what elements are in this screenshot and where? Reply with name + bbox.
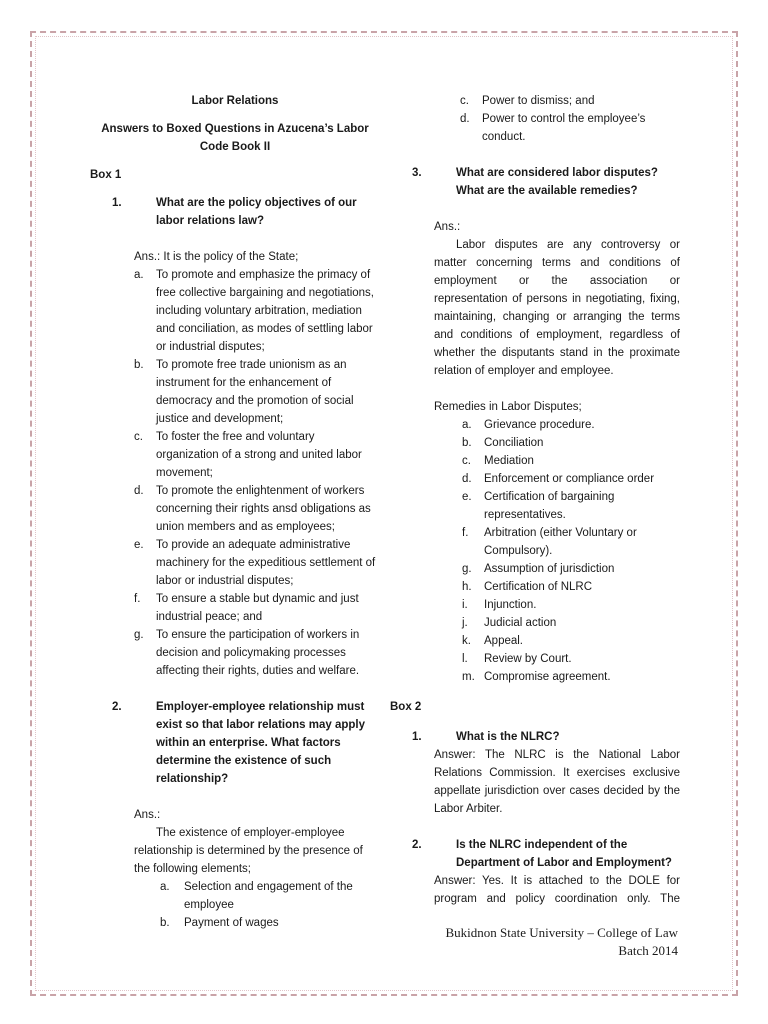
- list-item: d. Enforcement or compliance order: [462, 473, 655, 485]
- list-item: k. Appeal.: [462, 635, 524, 647]
- question-number: 2.: [412, 839, 422, 851]
- box1-question-2: [90, 698, 380, 788]
- answer-block: [90, 248, 380, 680]
- list-item: e. To provide an adequate administrative machinery for the expeditious settlement of labor or industrial disputes;: [134, 539, 376, 587]
- answer-block: [390, 218, 680, 686]
- answer-intro: Ans.: It is the policy of the State;: [134, 251, 299, 263]
- box2-question-2: [390, 836, 680, 872]
- question-text: Employer-employee relationship must exist so that labor relations may apply within an enterprise. What factors determine the existence of such relationship?: [156, 701, 365, 785]
- list-item: e. Certification of bargaining representatives.: [462, 491, 615, 521]
- list-item: b. To promote free trade unionism as an instrument for the enhancement of democracy and the promotion of social justice and development;: [134, 359, 354, 425]
- list-item: d. Power to control the employee’s conduct.: [460, 113, 646, 143]
- list-item: i. Injunction.: [462, 599, 537, 611]
- list-item: b. Conciliation: [462, 437, 544, 449]
- answer-text: Labor disputes are any controversy or matter concerning terms and conditions of employment or the association or representation of persons in negotiating, fixing, maintaining, changing or arranging the terms and conditions of employment, regardless of whether the disputants stand in the proximate relation of employer and employee.: [434, 239, 680, 377]
- list-item: c. To foster the free and voluntary organization of a strong and united labor movement;: [134, 431, 362, 479]
- footer-batch: Batch 2014: [618, 943, 678, 958]
- question-text: What are considered labor disputes? What are the available remedies?: [456, 167, 658, 197]
- list-item: a. Grievance procedure.: [462, 419, 595, 431]
- right-column: [390, 92, 680, 908]
- list-item: g. To ensure the participation of workers in decision and policymaking processes affecting their rights, duties and welfare.: [134, 629, 360, 677]
- list-item: j. Judicial action: [462, 617, 557, 629]
- page-subtitle: Answers to Boxed Questions in Azucena’s Labor Code Book II: [101, 123, 369, 153]
- footer: [390, 924, 678, 960]
- answer-label: Ans.:: [434, 221, 461, 233]
- list-item: m. Compromise agreement.: [462, 671, 611, 683]
- list-item: f. To ensure a stable but dynamic and just industrial peace; and: [134, 593, 359, 623]
- left-column: [90, 92, 380, 932]
- remedies-list: [434, 416, 680, 686]
- answer-text: Answer: The NLRC is the National Labor Relations Commission. It exercises exclusive appellate jurisdiction over cases decided by the Labor Arbiter.: [434, 749, 680, 815]
- remedies-label: Remedies in Labor Disputes;: [434, 401, 582, 413]
- question-text: What is the NLRC?: [456, 731, 560, 743]
- answer-text: The existence of employer-employee relationship is determined by the presence of the following elements;: [134, 827, 363, 875]
- question-number: 1.: [112, 197, 122, 209]
- list-item: b. Payment of wages: [160, 917, 279, 929]
- question-number: 3.: [412, 167, 422, 179]
- list-item: a. To promote and emphasize the primacy of free collective bargaining and negotiations, including voluntary arbitration, mediation and conciliation, as modes of settling labor or industrial disputes;: [134, 269, 375, 353]
- answer-block: [90, 806, 380, 932]
- box2-label: Box 2: [390, 701, 422, 713]
- elements-list: [134, 878, 380, 932]
- question-number: 2.: [112, 701, 122, 713]
- list-item: c. Power to dismiss; and: [460, 95, 595, 107]
- answer-label: Ans.:: [134, 809, 161, 821]
- page-title: Labor Relations: [191, 95, 279, 107]
- policy-objectives-list: [134, 266, 380, 680]
- footer-university: Bukidnon State University – College of Law: [445, 925, 678, 940]
- elements-list-continued: [390, 92, 680, 146]
- list-item: g. Assumption of jurisdiction: [462, 563, 615, 575]
- list-item: a. Selection and engagement of the employee: [160, 881, 353, 911]
- box1-label: Box 1: [90, 169, 122, 181]
- box1-question-1: [90, 194, 380, 230]
- list-item: d. To promote the enlightenment of workers concerning their rights ansd obligations as union members and as employees;: [134, 485, 371, 533]
- question-number: 1.: [412, 731, 422, 743]
- box1-question-3: [390, 164, 680, 200]
- list-item: l. Review by Court.: [462, 653, 572, 665]
- box2-question-1: [390, 728, 680, 746]
- answer-text: Answer: Yes. It is attached to the DOLE for program and policy coordination only. The: [434, 875, 680, 905]
- list-item: c. Mediation: [462, 455, 534, 467]
- list-item: h. Certification of NLRC: [462, 581, 593, 593]
- question-text: Is the NLRC independent of the Department of Labor and Employment?: [456, 839, 672, 869]
- list-item: f. Arbitration (either Voluntary or Compulsory).: [462, 527, 637, 557]
- question-text: What are the policy objectives of our labor relations law?: [156, 197, 357, 227]
